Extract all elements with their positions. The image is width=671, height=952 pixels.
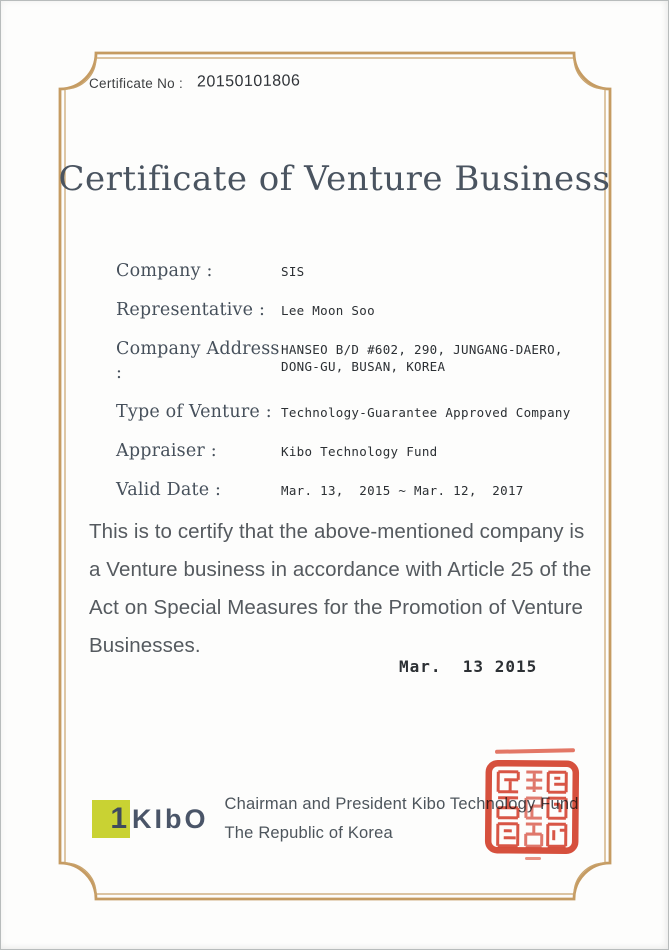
representative-value: Lee Moon Soo (281, 303, 375, 318)
certificate-number-value: 20150101806 (197, 72, 301, 91)
company-value: SIS (281, 264, 305, 279)
company-label: Company : (116, 261, 213, 281)
issue-date: Mar. 13 2015 (399, 657, 538, 676)
issuer-block (225, 790, 579, 848)
valid-date-value: Mar. 13, 2015 ~ Mar. 12, 2017 (281, 483, 524, 498)
company-address-value: HANSEO B/D #602, 290, JUNGANG-DAERO, DONG-GU, BUSAN, KOREA (281, 342, 571, 374)
field-row-valid-date (116, 478, 596, 502)
kibo-logo (92, 800, 209, 838)
issuer-line-1: Chairman and President Kibo Technology Fund (224, 795, 579, 813)
kibo-logo-mark: 1 (110, 802, 127, 835)
seal-ink-smudge-small (525, 857, 541, 860)
field-row-company-address (116, 337, 596, 385)
field-row-appraiser (116, 439, 596, 463)
kibo-logo-text: KIbO (132, 803, 209, 834)
appraiser-label: Appraiser : (116, 441, 217, 461)
valid-date-label: Valid Date : (116, 480, 222, 500)
certificate-number (89, 73, 300, 91)
field-row-representative (116, 298, 596, 322)
field-row-type-of-venture (116, 400, 596, 424)
kibo-logo-square (92, 800, 130, 838)
type-of-venture-value: Technology-Guarantee Approved Company (281, 405, 571, 420)
certificate-number-label: Certificate No : (89, 76, 184, 91)
appraiser-value: Kibo Technology Fund (281, 444, 438, 459)
company-address-label: Company Address : (116, 339, 280, 383)
footer (92, 790, 579, 848)
certification-statement: This is to certify that the above-mentioned company is a Venture business in accordance with Article 25 of the Act on Special Measures for the Promotion of Venture Businesses. (89, 520, 592, 657)
field-row-company (116, 259, 596, 283)
type-of-venture-label: Type of Venture : (116, 402, 272, 422)
representative-label: Representative : (116, 300, 266, 320)
page-title: Certificate of Venture Business (58, 159, 611, 199)
field-list (116, 259, 596, 517)
issuer-line-2: The Republic of Korea (224, 824, 393, 842)
